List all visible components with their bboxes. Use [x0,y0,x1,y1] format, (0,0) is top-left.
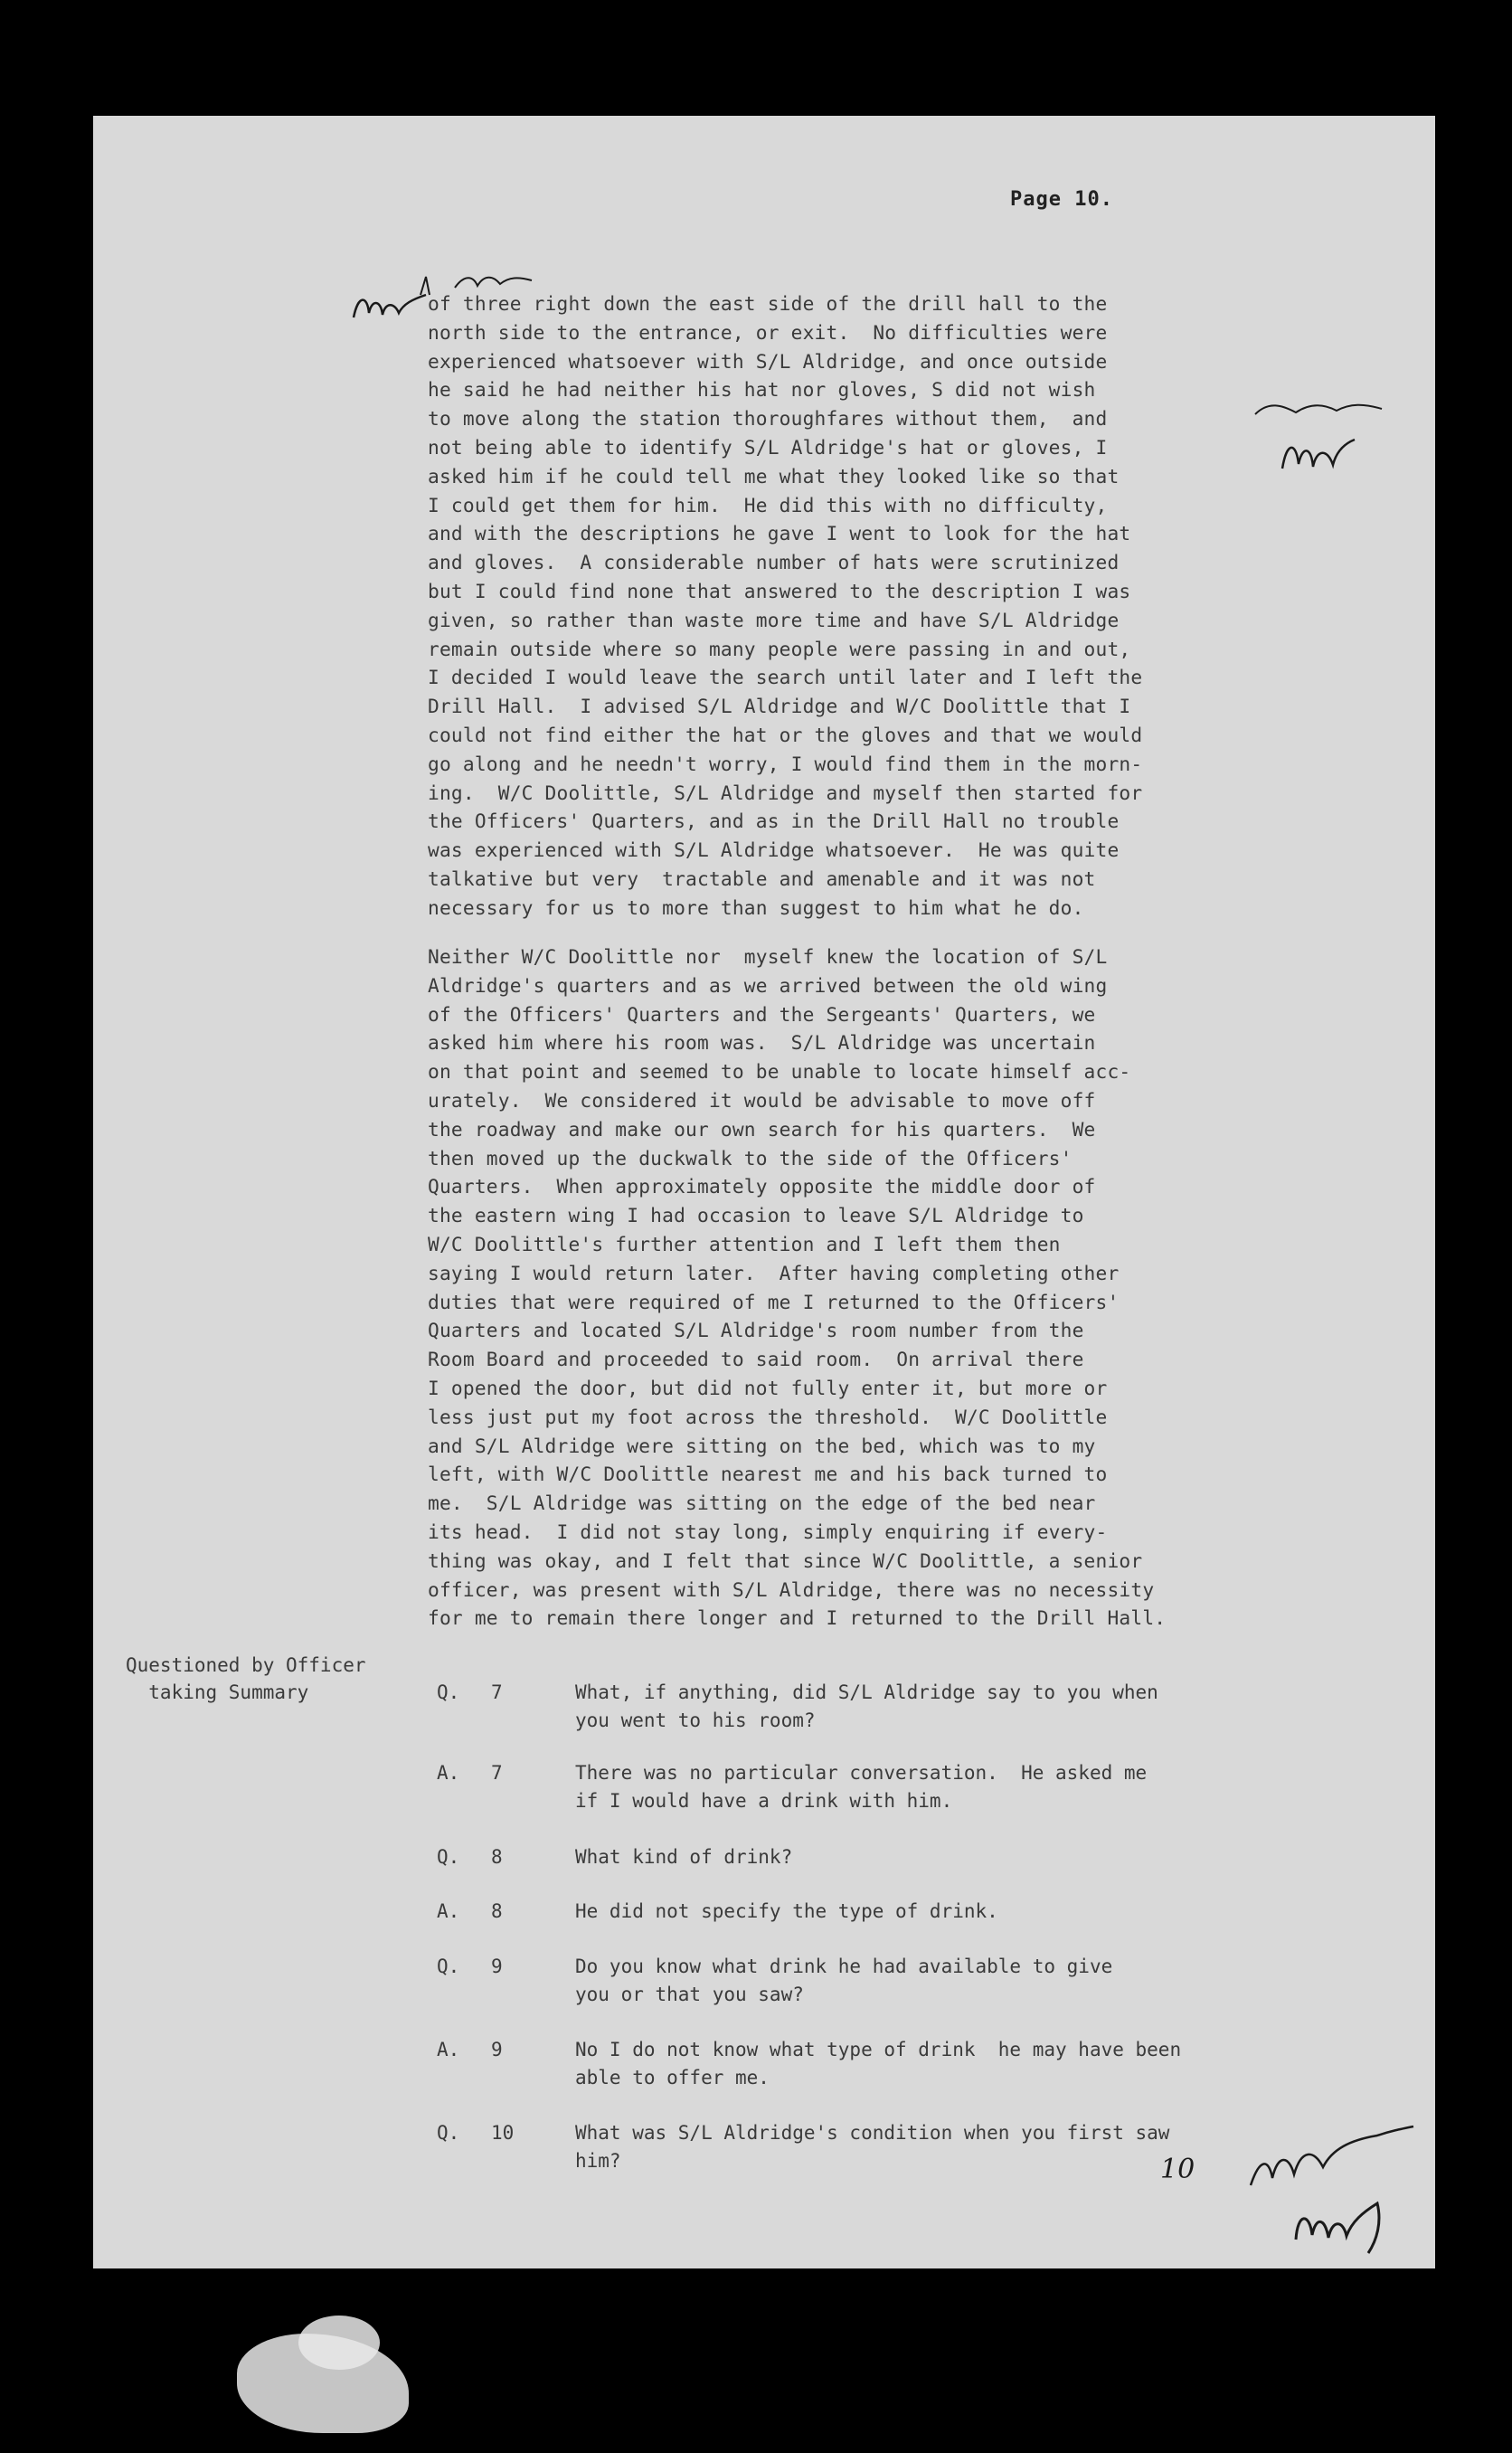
qa-number: 8 [491,1846,503,1868]
handwritten-insertion-mark [419,268,536,304]
qa-kind: A. [437,1762,460,1784]
paragraph-2: Neither W/C Doolittle nor myself knew the location of S/L Aldridge's quarters and as we arrived between the old wing of the Officers' Quarters and the Sergeants' Quarters, we asked him where his room was. S/L Aldridge was uncertain on that point and seemed to be unable to locate himself acc- urately. We considered it would be advisable to move off the roadway and make our own search for his quarters. We then moved up the duckwalk to the side of the Officers' Quarters. When approximately opposite the middle door of the eastern wing I had occasion to leave S/L Aldridge to W/C Doolittle's further attention and I left them then saying I would return later. After having completing other duties that were required of me I returned to the Officers' Quarters and located S/L Aldridge's room number from the Room Board and proceeded to said room. On arrival there I opened the door, but did not fully enter it, but more or less just put my foot across the threshold. W/C Doolittle and S/L Aldridge were sitting on the bed, which was to my left, with W/C Doolittle nearest me and his back turned to me. S/L Aldridge was sitting on the edge of the bed near its head. I did not stay long, simply enquiring if every- thing was okay, and I felt that since W/C Doolittle, a senior officer, was present with S/L Aldridge, there was no necessity for me to remain there longer and I returned to the Drill Hall. [428,945,1167,1630]
document-page [93,116,1435,2268]
page-number: Page 10. [1010,188,1113,211]
qa-kind: Q. [437,1846,460,1868]
scan-artifact [298,2316,380,2370]
qa-text: No I do not know what type of drink he may have been able to offer me. [575,2039,1182,2088]
handwritten-page-number: 10 [1160,2154,1195,2185]
qa-text: What kind of drink? [575,1846,793,1868]
handwritten-signature-bottom [1242,2122,1422,2258]
qa-text: Do you know what drink he had available to give you or that you saw? [575,1956,1113,2005]
qa-text: There was no particular conversation. He asked me if I would have a drink with him. [575,1762,1148,1812]
questioned-by-label: Questioned by Officer taking Summary [126,1654,366,1703]
qa-kind: Q. [437,2122,460,2144]
qa-text: What was S/L Aldridge's condition when you first saw him? [575,2122,1170,2172]
qa-text: He did not specify the type of drink. [575,1900,998,1922]
qa-text: What, if anything, did S/L Aldridge say to you when you went to his room? [575,1681,1158,1731]
qa-number: 9 [491,1956,503,1977]
qa-kind: A. [437,2039,460,2060]
qa-kind: Q. [437,1681,460,1703]
qa-kind: Q. [437,1956,460,1977]
qa-kind: A. [437,1900,460,1922]
qa-number: 9 [491,2039,503,2060]
qa-number: 7 [491,1762,503,1784]
qa-number: 10 [491,2122,515,2144]
handwritten-initials-right-margin [1246,387,1427,487]
qa-number: 8 [491,1900,503,1922]
qa-number: 7 [491,1681,503,1703]
paragraph-1: of three right down the east side of the drill hall to the north side to the entrance, or exit. No difficulties were experienced whatsoever with S/L Aldridge, and once outside he said he had neither his hat nor gloves, S did not wish to move along the station thoroughfares without them, and not being able to identify S/L Aldridge's hat or gloves, I asked him if he could tell me what they looked like so that I could get them for him. He did this with no difficulty, and with the descriptions he gave I went to look for the hat and gloves. A considerable number of hats were scrutinized but I could find none that answered to the description I was given, so rather than waste more time and have S/L Aldridge remain outside where so many people were passing in and out, I decided I would leave the search until later and I left the Drill Hall. I advised S/L Aldridge and W/C Doolittle that I could not find either the hat or the gloves and that we would go along and he needn't worry, I would find them in the morn- ing. W/C Doolittle, S/L Aldridge and myself then started for the Officers' Quarters, and as in the Drill Hall no trouble was experienced with S/L Aldridge whatsoever. He was quite talkative but very tractable and amenable and it was not necessary for us to more than suggest to him what he do. [428,292,1143,919]
